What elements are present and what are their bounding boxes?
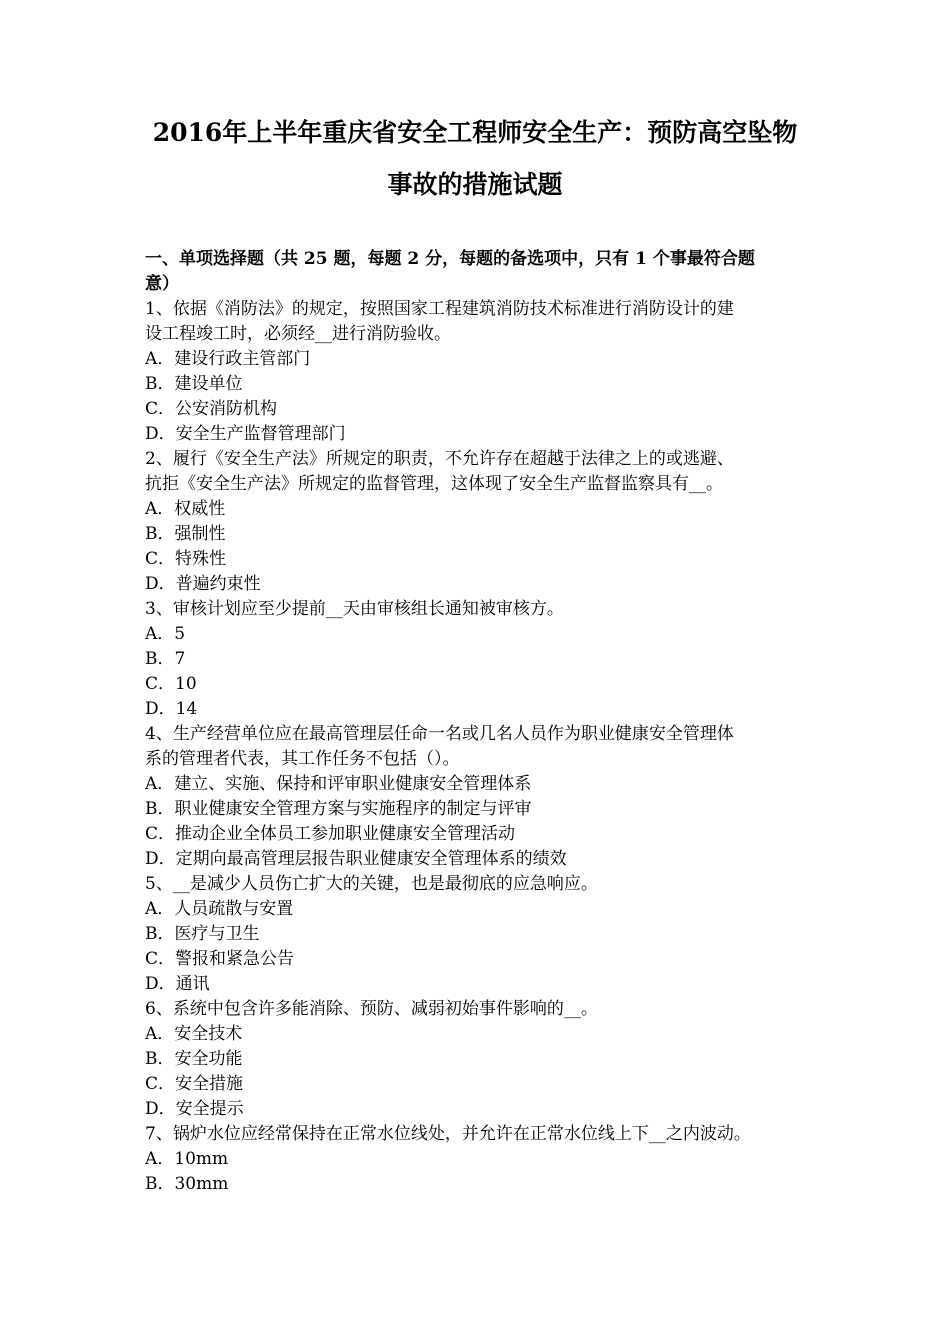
document-title-line-2: 事故的措施试题 <box>387 170 563 199</box>
question-stem-line: 3、审核计划应至少提前__天由审核组长通知被审核方。 <box>145 599 564 619</box>
question-option: C．安全措施 <box>145 1074 244 1094</box>
question-stem-line: 设工程竣工时，必须经__进行消防验收。 <box>145 324 451 344</box>
question-option: B．30mm <box>145 1174 229 1194</box>
question-option: D．安全提示 <box>145 1099 244 1119</box>
question-stem-line: 5、__是减少人员伤亡扩大的关键，也是最彻底的应急响应。 <box>145 874 598 894</box>
question-option: A．人员疏散与安置 <box>145 899 294 919</box>
question-stem-line: 6、系统中包含许多能消除、预防、减弱初始事件影响的__。 <box>145 999 598 1019</box>
question-option: B．建设单位 <box>145 374 243 394</box>
document-title-line-1: 2016年上半年重庆省安全工程师安全生产：预防高空坠物 <box>152 118 798 147</box>
question-option: A．10mm <box>145 1149 229 1169</box>
question-option: A．建设行政主管部门 <box>145 349 311 369</box>
question-option: C．警报和紧急公告 <box>145 949 295 969</box>
question-option: D．14 <box>145 699 198 719</box>
question-option: C．推动企业全体员工参加职业健康安全管理活动 <box>145 824 516 844</box>
question-stem-line: 1、依据《消防法》的规定，按照国家工程建筑消防技术标准进行消防设计的建 <box>145 299 734 319</box>
question-option: B．医疗与卫生 <box>145 924 260 944</box>
question-option: C．公安消防机构 <box>145 399 278 419</box>
document-body <box>145 247 815 1197</box>
question-option: D．定期向最高管理层报告职业健康安全管理体系的绩效 <box>145 849 567 869</box>
question-option: D．安全生产监督管理部门 <box>145 424 346 444</box>
question-option: A．安全技术 <box>145 1024 243 1044</box>
question-option: B．安全功能 <box>145 1049 243 1069</box>
question-option: A．5 <box>145 624 186 644</box>
question-stem-line: 2、履行《安全生产法》所规定的职责，不允许存在超越于法律之上的或逃避、 <box>145 449 734 469</box>
section-heading-line-1: 一、单项选择题（共 25 题，每题 2 分，每题的备选项中，只有 1 个事最符合题 <box>145 249 755 269</box>
question-option: B．职业健康安全管理方案与实施程序的制定与评审 <box>145 799 532 819</box>
question-stem-line: 系的管理者代表，其工作任务不包括（）。 <box>145 749 460 769</box>
question-option: A．建立、实施、保持和评审职业健康安全管理体系 <box>145 774 532 794</box>
question-stem-line: 抗拒《安全生产法》所规定的监督管理，这体现了安全生产监督监察具有__。 <box>145 474 723 494</box>
question-option: D．普遍约束性 <box>145 574 261 594</box>
question-option: B．7 <box>145 649 186 669</box>
question-option: C．特殊性 <box>145 549 227 569</box>
question-option: C．10 <box>145 674 197 694</box>
section-heading-line-2: 意） <box>145 274 179 294</box>
question-option: D．通讯 <box>145 974 210 994</box>
question-stem-line: 7、锅炉水位应经常保持在正常水位线处，并允许在正常水位线上下__之内波动。 <box>145 1124 751 1144</box>
question-option: B．强制性 <box>145 524 226 544</box>
question-option: A．权威性 <box>145 499 226 519</box>
question-stem-line: 4、生产经营单位应在最高管理层任命一名或几名人员作为职业健康安全管理体 <box>145 724 734 744</box>
